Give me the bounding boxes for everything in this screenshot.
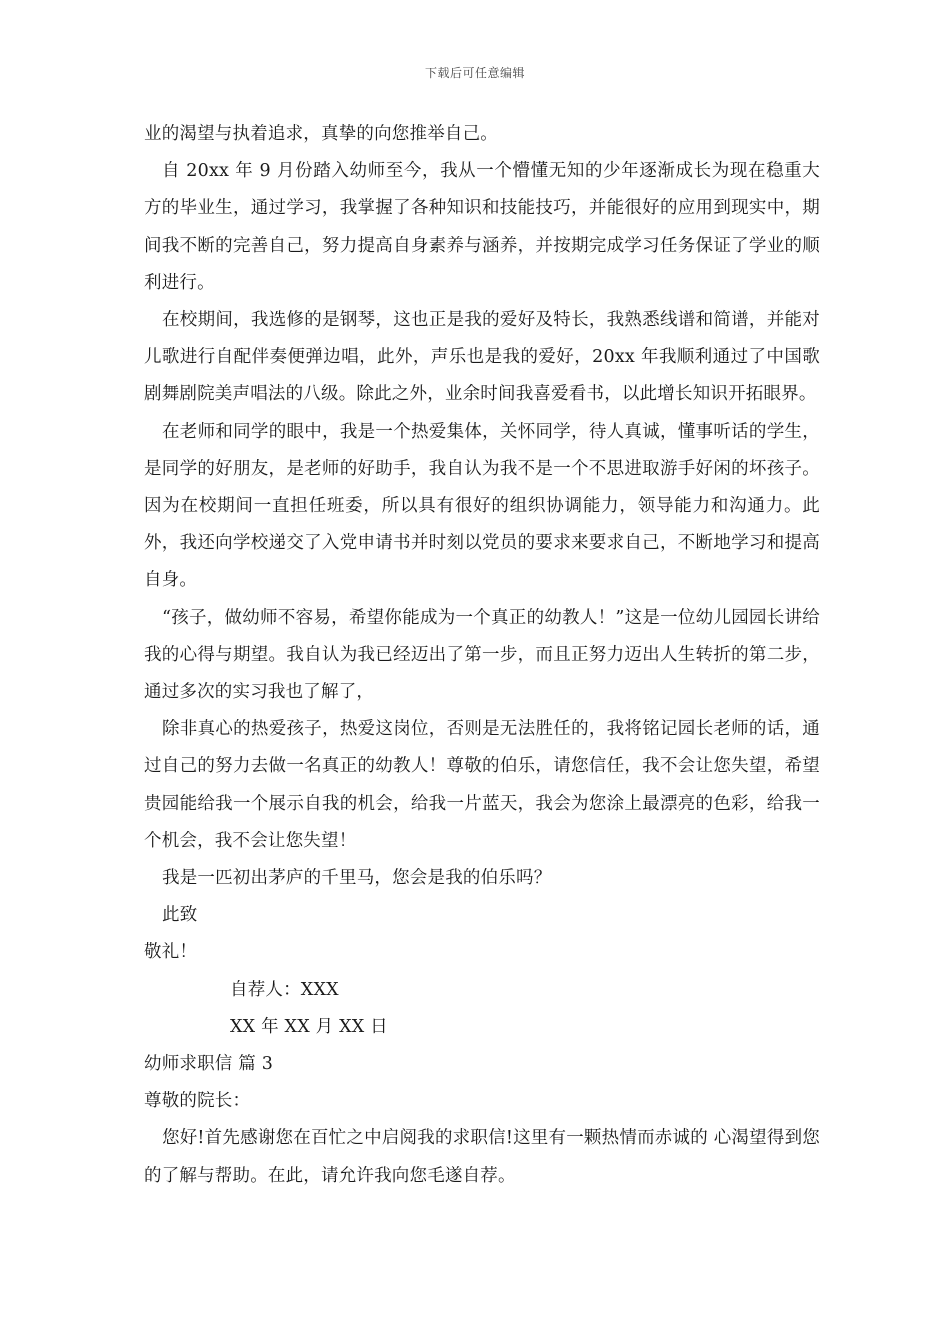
paragraph-character: 在老师和同学的眼中，我是一个热爱集体，关怀同学，待人真诚，懂事听话的学生，是同学的好朋友，是老师的好助手，我自认为我不是一个不思进取游手好闲的坏孩子。因为在校期间一直担任班委，所以具有很好的组织协调能力，领导能力和沟通力。此外，我还向学校递交了入党申请书并时刻以党员的要求来要求自己，不断地学习和提高自身。	[144, 421, 820, 591]
closing-regards: 敬礼！	[144, 942, 198, 963]
closing-salutation: 此致	[162, 905, 198, 926]
section-title: 幼师求职信 篇 3	[144, 1054, 274, 1075]
document-body	[144, 116, 820, 1195]
paragraph-commitment: 除非真心的热爱孩子，热爱这岗位，否则是无法胜任的，我将铭记园长老师的话，通过自己的努力去做一名真正的幼教人！尊敬的伯乐，请您信任，我不会让您失望，希望贵园能给我一个展示自我的机会，给我一片蓝天，我会为您涂上最漂亮的色彩，给我一个机会，我不会让您失望！	[144, 719, 820, 851]
paragraph-principal-quote: “孩子，做幼师不容易，希望你能成为一个真正的幼教人！”这是一位幼儿园园长讲给我的心得与期望。我自认为我已经迈出了第一步，而且正努力迈出人生转折的第二步，通过多次的实习我也了解了，	[144, 607, 820, 703]
paragraph-study-history: 自 20xx 年 9 月份踏入幼师至今，我从一个懵懂无知的少年逐渐成长为现在稳重大方的毕业生，通过学习，我掌握了各种知识和技能技巧，并能很好的应用到现实中，期间我不断的完善自己，努力提高自身素养与涵养，并按期完成学习任务保证了学业的顺利进行。	[144, 161, 820, 293]
letter-greeting: 尊敬的院长：	[144, 1091, 251, 1112]
page-header-note: 下载后可任意编辑	[424, 66, 525, 80]
paragraph-continuation: 业的渴望与执着追求，真挚的向您推举自己。	[144, 124, 498, 144]
signature-date: XX 年 XX 月 XX 日	[230, 1016, 388, 1037]
paragraph-question: 我是一匹初出茅庐的千里马，您会是我的伯乐吗？	[162, 868, 552, 889]
paragraph-piano-hobby: 在校期间，我选修的是钢琴，这也正是我的爱好及特长，我熟悉线谱和简谱，并能对儿歌进行自配伴奏便弹边唱，此外，声乐也是我的爱好，20xx 年我顺利通过了中国歌剧舞剧院美声唱法的八级。除此之外，业余时间我喜爱看书，以此增长知识开拓眼界。	[144, 310, 820, 405]
signature-name: 自荐人：XXX	[230, 979, 339, 1000]
paragraph-opening: 您好!首先感谢您在百忙之中启阅我的求职信!这里有一颗热情而赤诚的 心渴望得到您的了解与帮助。在此，请允许我向您毛遂自荐。	[144, 1128, 820, 1186]
